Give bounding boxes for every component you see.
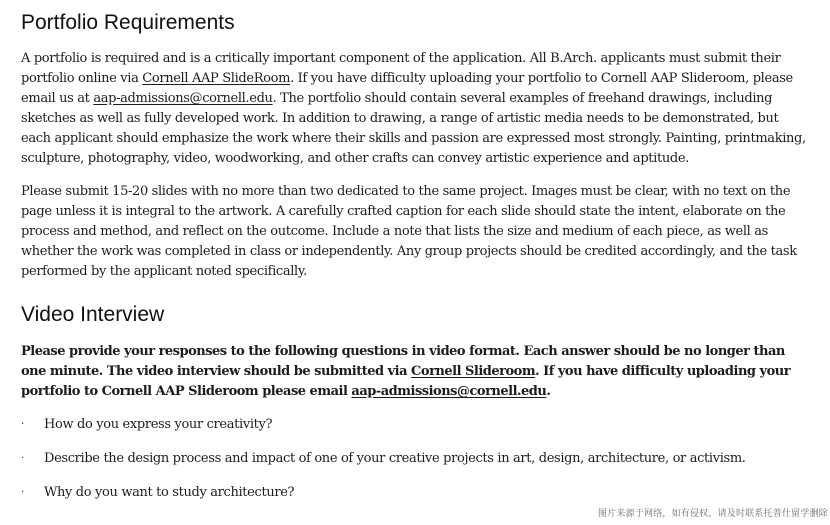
list-item	[21, 483, 811, 503]
watermark: 图片来源于网络，如有侵权，请及时联系托普仕留学删除	[597, 509, 828, 519]
content	[21, 0, 811, 517]
video-slideroom-link[interactable]: Cornell Slideroom	[411, 364, 536, 379]
admissions-email-link[interactable]: aap-admissions@cornell.edu	[93, 91, 273, 106]
bullet: ·	[21, 419, 24, 430]
question-text: How do you express your creativity?	[44, 417, 273, 432]
portfolio-paragraph-2: Please submit 15-20 slides with no more than two dedicated to the same project. Images must be clear, with no text on the page unless it is integral to the artwork. A carefully crafted caption for each slide should state the intent, elaborate on the process and method, and reflect on the outcome. Include a note that lists the size and medium of each piece, as well as whether the work was completed in class or independently. Any group projects should be credited accordingly, and the task performed by the applicant noted specifically.	[21, 184, 797, 279]
question-text: Describe the design process and impact of one of your creative projects in art, design, architecture, or activism.	[44, 451, 746, 466]
list-item	[21, 449, 811, 469]
portfolio-heading: Portfolio Requirements	[21, 11, 235, 34]
video-email-link[interactable]: aap-admissions@cornell.edu	[351, 384, 547, 399]
portfolio-text-1: A portfolio is required and is a critically important component of the application. All B.Arch. applicants must submit their portfolio online via	[21, 51, 781, 86]
question-text: Why do you want to study architecture?	[44, 485, 295, 500]
list-item	[21, 415, 811, 435]
portfolio-paragraph-1	[21, 49, 811, 169]
portfolio-text-2: . If you have difficulty uploading your portfolio to Cornell AAP Slideroom, please email us at	[21, 71, 793, 106]
slideroom-link[interactable]: Cornell AAP SlideRoom	[142, 71, 291, 86]
bullet: ·	[21, 487, 24, 498]
video-text-1: Please provide your responses to the following questions in video format. Each answer should be no longer than one minute. The video interview should be submitted via	[21, 344, 785, 379]
question-list	[21, 415, 811, 503]
video-text-2: . If you have difficulty uploading your portfolio to Cornell AAP Slideroom please email	[21, 364, 791, 399]
video-heading: Video Interview	[21, 303, 165, 326]
portfolio-text-3: . The portfolio should contain several examples of freehand drawings, including sketches as well as fully developed work. In addition to drawing, a range of artistic media needs to be demonstrated, but each applicant should emphasize the work where their skills and passion are expressed most strongly. Painting, printmaking, sculpture, photography, video, woodworking, and other crafts can convey artistic experience and aptitude.	[21, 91, 806, 166]
video-text-3: .	[546, 384, 551, 399]
video-intro	[21, 342, 811, 402]
bullet: ·	[21, 453, 24, 464]
